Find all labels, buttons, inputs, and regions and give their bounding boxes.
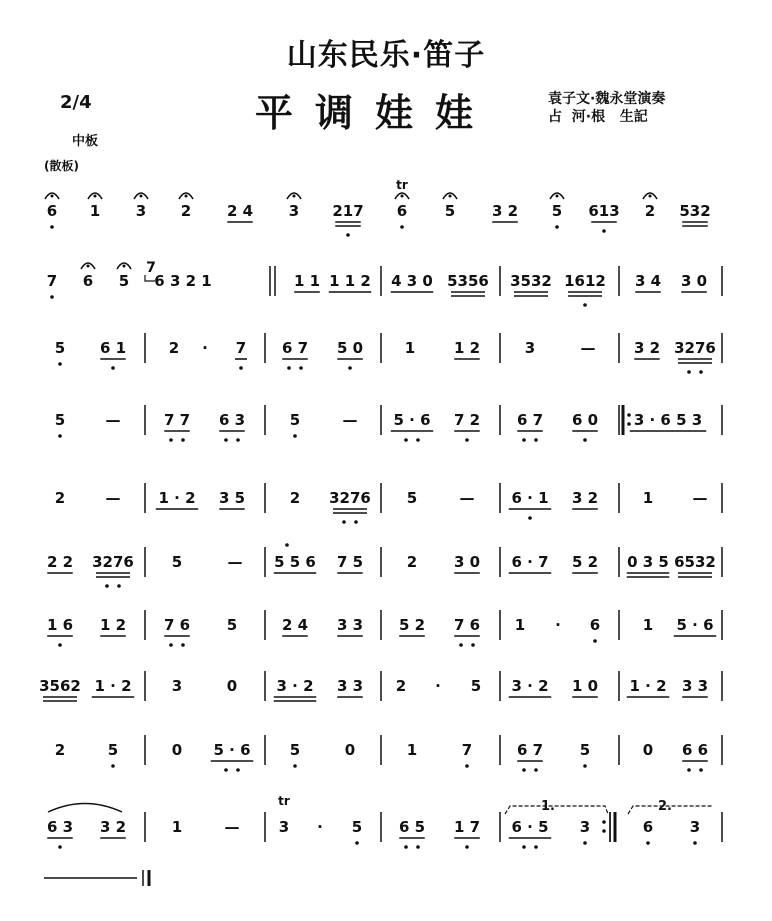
octave-dot (687, 768, 691, 772)
credits-performers: 袁子文·魏永堂演奏 (548, 91, 666, 107)
note-9-9: 6 · 5 (511, 818, 549, 836)
note-6-3: 5 (226, 616, 238, 634)
grace-note: 7 (146, 260, 156, 276)
page-title: 山东民乐·笛子 (286, 38, 486, 73)
volta-1-label: 1. (541, 799, 555, 814)
octave-dot (555, 225, 559, 229)
octave-dot (239, 366, 243, 370)
octave-dot (342, 520, 346, 524)
note-2-4: 7 (235, 339, 247, 357)
note-4-2: 1 · 2 (158, 489, 196, 507)
note-2-1: 6 1 (99, 339, 127, 357)
note-9-11: 6 (642, 818, 654, 836)
note-6-5: 3 3 (336, 616, 364, 634)
note-0-13: 532 (679, 202, 711, 220)
note-8-5: 0 (344, 741, 356, 759)
octave-dot (105, 584, 109, 588)
note-7-6: 2 (395, 677, 407, 695)
note-1-9: 1612 (564, 272, 606, 290)
note-2-9: 3 (524, 339, 536, 357)
note-7-12: 3 3 (681, 677, 709, 695)
octave-dot-high (285, 543, 289, 547)
note-4-1: — (105, 489, 121, 507)
note-3-0: 5 (54, 411, 66, 429)
repeat-dot (627, 413, 631, 417)
note-1-8: 3532 (510, 272, 552, 290)
note-9-1: 3 2 (99, 818, 127, 836)
note-3-3: 6 3 (218, 411, 246, 429)
note-6-4: 2 4 (281, 616, 309, 634)
note-6-12: 5 · 6 (676, 616, 714, 634)
octave-dot (416, 438, 420, 442)
note-8-10: 0 (642, 741, 654, 759)
note-9-3: — (224, 818, 240, 836)
octave-dot (522, 845, 526, 849)
octave-dot (58, 845, 62, 849)
note-7-4: 3 · 2 (276, 677, 314, 695)
octave-dot (404, 438, 408, 442)
note-4-0: 2 (54, 489, 66, 507)
octave-dot (287, 366, 291, 370)
note-5-4: 5 5 6 (274, 553, 316, 571)
repeat-dot (602, 820, 606, 824)
note-5-9: 5 2 (571, 553, 599, 571)
octave-dot (50, 225, 54, 229)
note-5-5: 7 5 (336, 553, 364, 571)
octave-dot (58, 643, 62, 647)
note-0-10: 5 (551, 202, 563, 220)
trill-mark: tr (278, 794, 290, 808)
note-9-4: 3 (278, 818, 290, 836)
song-title: 平调娃娃 (255, 90, 496, 135)
octave-dot (534, 768, 538, 772)
fermata-dot (556, 195, 559, 198)
note-0-3: 2 (180, 202, 192, 220)
slur (48, 804, 122, 813)
octave-dot (346, 233, 350, 237)
note-0-11: 613 (588, 202, 620, 220)
time-signature: 2/4 (60, 92, 92, 113)
octave-dot (693, 841, 697, 845)
octave-dot (465, 845, 469, 849)
note-1-5: 1 1 2 (329, 272, 371, 290)
tempo-marking: 中板 (72, 134, 99, 149)
note-7-2: 3 (171, 677, 183, 695)
octave-dot (528, 516, 532, 520)
repeat-dot (627, 422, 631, 426)
fermata-dot (123, 265, 126, 268)
note-1-2: 5 (118, 272, 130, 290)
octave-dot (117, 584, 121, 588)
octave-dot (522, 768, 526, 772)
octave-dot (111, 764, 115, 768)
note-5-7: 3 0 (453, 553, 481, 571)
note-5-11: 6532 (674, 553, 716, 571)
note-0-2: 3 (135, 202, 147, 220)
fermata-dot (185, 195, 188, 198)
note-6-8: 1 (514, 616, 526, 634)
note-3-6: 5 · 6 (393, 411, 431, 429)
fermata-dot (649, 195, 652, 198)
note-4-5: 3276 (329, 489, 371, 507)
octave-dot (534, 438, 538, 442)
note-7-1: 1 · 2 (94, 677, 132, 695)
fermata-dot (449, 195, 452, 198)
note-0-7: 6 (396, 202, 408, 220)
note-0-5: 3 (288, 202, 300, 220)
note-5-3: — (227, 553, 243, 571)
note-2-8: 1 2 (453, 339, 481, 357)
octave-dot (181, 643, 185, 647)
octave-dot (224, 438, 228, 442)
octave-dot (50, 295, 54, 299)
note-4-7: — (459, 489, 475, 507)
note-8-7: 7 (461, 741, 473, 759)
note-1-3: 6 3 2 1 (154, 272, 212, 290)
note-0-8: 5 (444, 202, 456, 220)
fermata-dot (140, 195, 143, 198)
octave-dot (459, 643, 463, 647)
octave-dot (583, 303, 587, 307)
note-3-1: — (105, 411, 121, 429)
octave-dot (687, 370, 691, 374)
note-6-1: 1 2 (99, 616, 127, 634)
note-6-2: 7 6 (163, 616, 191, 634)
octave-dot (355, 841, 359, 845)
note-6-9: · (555, 616, 561, 634)
note-4-6: 5 (406, 489, 418, 507)
note-6-10: 6 (589, 616, 601, 634)
octave-dot (58, 434, 62, 438)
octave-dot (169, 438, 173, 442)
note-4-4: 2 (289, 489, 301, 507)
note-9-8: 1 7 (453, 818, 481, 836)
note-2-7: 1 (404, 339, 416, 357)
repeat-dot (602, 829, 606, 833)
note-8-11: 6 6 (681, 741, 709, 759)
note-7-9: 3 · 2 (511, 677, 549, 695)
note-3-9: 6 0 (571, 411, 599, 429)
note-9-12: 3 (689, 818, 701, 836)
octave-dot (465, 438, 469, 442)
note-7-7: · (435, 677, 441, 695)
note-1-4: 1 1 (293, 272, 321, 290)
note-7-11: 1 · 2 (629, 677, 667, 695)
note-0-12: 2 (644, 202, 656, 220)
trill-mark: tr (396, 178, 408, 192)
octave-dot (354, 520, 358, 524)
note-7-10: 1 0 (571, 677, 599, 695)
note-5-8: 6 · 7 (511, 553, 549, 571)
note-1-10: 3 4 (634, 272, 662, 290)
note-2-12: 3276 (674, 339, 716, 357)
note-1-1: 6 (82, 272, 94, 290)
fermata-dot (94, 195, 97, 198)
note-3-5: — (342, 411, 358, 429)
note-9-0: 6 3 (46, 818, 74, 836)
octave-dot (400, 225, 404, 229)
note-8-6: 1 (406, 741, 418, 759)
octave-dot (348, 366, 352, 370)
note-7-3: 0 (226, 677, 238, 695)
note-8-4: 5 (289, 741, 301, 759)
octave-dot (236, 438, 240, 442)
octave-dot (583, 841, 587, 845)
octave-dot (293, 764, 297, 768)
octave-dot (58, 362, 62, 366)
note-8-1: 5 (107, 741, 119, 759)
octave-dot (583, 764, 587, 768)
note-8-3: 5 · 6 (213, 741, 251, 759)
note-8-0: 2 (54, 741, 66, 759)
fermata-dot (401, 195, 404, 198)
note-3-10: 3 · 6 5 3 (633, 411, 703, 429)
note-4-10: 1 (642, 489, 654, 507)
octave-dot (299, 366, 303, 370)
note-2-0: 5 (54, 339, 66, 357)
note-8-9: 5 (579, 741, 591, 759)
note-6-0: 1 6 (46, 616, 74, 634)
note-3-4: 5 (289, 411, 301, 429)
credits-notation: 占 河·根 生記 (548, 109, 648, 125)
note-3-7: 7 2 (453, 411, 481, 429)
note-1-11: 3 0 (680, 272, 708, 290)
note-7-5: 3 3 (336, 677, 364, 695)
note-6-6: 5 2 (398, 616, 426, 634)
octave-dot (646, 841, 650, 845)
note-2-6: 5 0 (336, 339, 364, 357)
octave-dot (293, 434, 297, 438)
octave-dot (181, 438, 185, 442)
note-8-8: 6 7 (516, 741, 544, 759)
note-2-3: · (202, 339, 208, 357)
note-1-6: 4 3 0 (391, 272, 433, 290)
octave-dot (404, 845, 408, 849)
note-6-11: 1 (642, 616, 654, 634)
octave-dot (534, 845, 538, 849)
note-2-10: — (580, 339, 596, 357)
octave-dot (416, 845, 420, 849)
note-0-4: 2 4 (226, 202, 254, 220)
note-9-6: 5 (351, 818, 363, 836)
note-3-8: 6 7 (516, 411, 544, 429)
note-5-10: 0 3 5 (627, 553, 669, 571)
octave-dot (699, 370, 703, 374)
octave-dot (593, 639, 597, 643)
note-8-2: 0 (171, 741, 183, 759)
note-2-5: 6 7 (281, 339, 309, 357)
octave-dot (236, 768, 240, 772)
octave-dot (169, 643, 173, 647)
note-4-3: 3 5 (218, 489, 246, 507)
octave-dot (111, 366, 115, 370)
volta-2-label: 2. (658, 799, 672, 814)
fermata-dot (87, 265, 90, 268)
note-5-6: 2 (406, 553, 418, 571)
note-5-1: 3276 (92, 553, 134, 571)
octave-dot (583, 438, 587, 442)
note-9-2: 1 (171, 818, 183, 836)
note-1-0: 7 (46, 272, 58, 290)
note-0-9: 3 2 (491, 202, 519, 220)
note-9-7: 6 5 (398, 818, 426, 836)
note-7-8: 5 (470, 677, 482, 695)
note-4-9: 3 2 (571, 489, 599, 507)
tempo-note: (散板) (44, 159, 79, 173)
octave-dot (699, 768, 703, 772)
note-7-0: 3562 (39, 677, 81, 695)
octave-dot (522, 438, 526, 442)
note-1-7: 5356 (447, 272, 489, 290)
note-5-0: 2 2 (46, 553, 74, 571)
octave-dot (602, 229, 606, 233)
note-9-5: · (317, 818, 323, 836)
octave-dot (465, 764, 469, 768)
note-4-11: — (692, 489, 708, 507)
note-6-7: 7 6 (453, 616, 481, 634)
octave-dot (224, 768, 228, 772)
note-5-2: 5 (171, 553, 183, 571)
note-4-8: 6 · 1 (511, 489, 549, 507)
note-0-0: 6 (46, 202, 58, 220)
note-2-11: 3 2 (633, 339, 661, 357)
note-9-10: 3 (579, 818, 591, 836)
note-0-6: 217 (332, 202, 364, 220)
octave-dot (471, 643, 475, 647)
fermata-dot (293, 195, 296, 198)
note-0-1: 1 (89, 202, 101, 220)
note-3-2: 7 7 (163, 411, 191, 429)
volta-1-bracket (505, 806, 608, 814)
note-2-2: 2 (168, 339, 180, 357)
fermata-dot (51, 195, 54, 198)
